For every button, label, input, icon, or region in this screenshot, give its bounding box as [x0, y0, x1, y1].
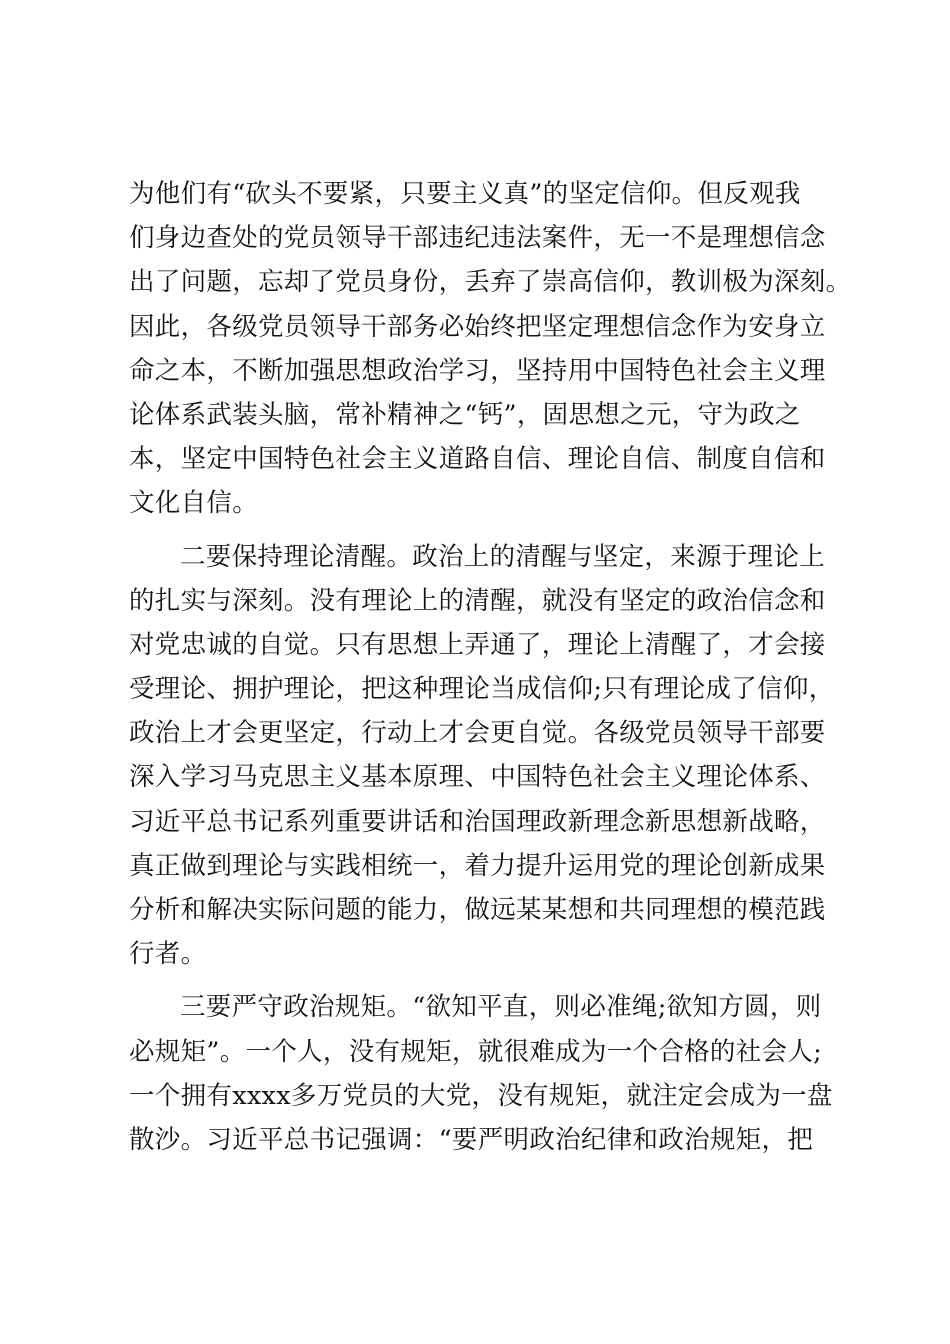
text-line: 三要严守政治规矩。“欲知平直，则必准绳;欲知方圆，则	[180, 992, 822, 1023]
text-line: 对党忠诚的自觉。只有思想上弄通了，理论上清醒了，才会接	[129, 629, 826, 660]
text-line: 的扎实与深刻。没有理论上的清醒，就没有坚定的政治信念和	[129, 585, 826, 616]
paragraph-2	[129, 535, 839, 977]
text-line: 必规矩”。一个人，没有规矩，就很难成为一个合格的社会人;	[129, 1036, 823, 1067]
text-line: 二要保持理论清醒。政治上的清醒与坚定，来源于理论上	[180, 541, 826, 572]
text-line: 因此，各级党员领导干部务必始终把坚定理想信念作为安身立	[129, 311, 826, 342]
text-line: 出了问题，忘却了党员身份，丢弃了崇高信仰，教训极为深刻。	[129, 267, 852, 298]
paragraph-spacer	[129, 526, 839, 535]
text-line: 政治上才会更坚定，行动上才会更自觉。各级党员领导干部要	[129, 718, 826, 749]
text-line: 真正做到理论与实践相统一，着力提升运用党的理论创新成果	[129, 850, 826, 881]
text-line: 命之本，不断加强思想政治学习，坚持用中国特色社会主义理	[129, 355, 826, 386]
text-line: 散沙。习近平总书记强调：“要严明政治纪律和政治规矩，把	[129, 1124, 814, 1155]
text-line: 论体系武装头脑，常补精神之“钙”，固思想之元，守为政之	[129, 399, 801, 430]
text-line: 受理论、拥护理论，把这种理论当成信仰;只有理论成了信仰，	[129, 674, 835, 705]
text-line: 行者。	[129, 939, 207, 970]
text-line: 深入学习马克思主义基本原理、中国特色社会主义理论体系、	[129, 762, 826, 793]
paragraph-1	[129, 172, 852, 526]
text-line: 们身边查处的党员领导干部违纪违法案件，无一不是理想信念	[129, 223, 826, 254]
paragraph-spacer	[129, 976, 839, 985]
paragraph-3	[129, 985, 839, 1162]
text-line: 一个拥有xxxx多万党员的大党，没有规矩，就注定会成为一盘	[129, 1080, 833, 1111]
text-line: 本，坚定中国特色社会主义道路自信、理论自信、制度自信和	[129, 444, 826, 475]
text-line: 为他们有“砍头不要紧，只要主义真”的坚定信仰。但反观我	[129, 179, 801, 209]
text-line: 习近平总书记系列重要讲话和治国理政新理念新思想新战略，	[129, 806, 826, 837]
text-line: 分析和解决实际问题的能力，做远某某想和共同理想的模范践	[129, 895, 826, 925]
document-body	[129, 172, 852, 1162]
text-line: 文化自信。	[129, 488, 259, 519]
